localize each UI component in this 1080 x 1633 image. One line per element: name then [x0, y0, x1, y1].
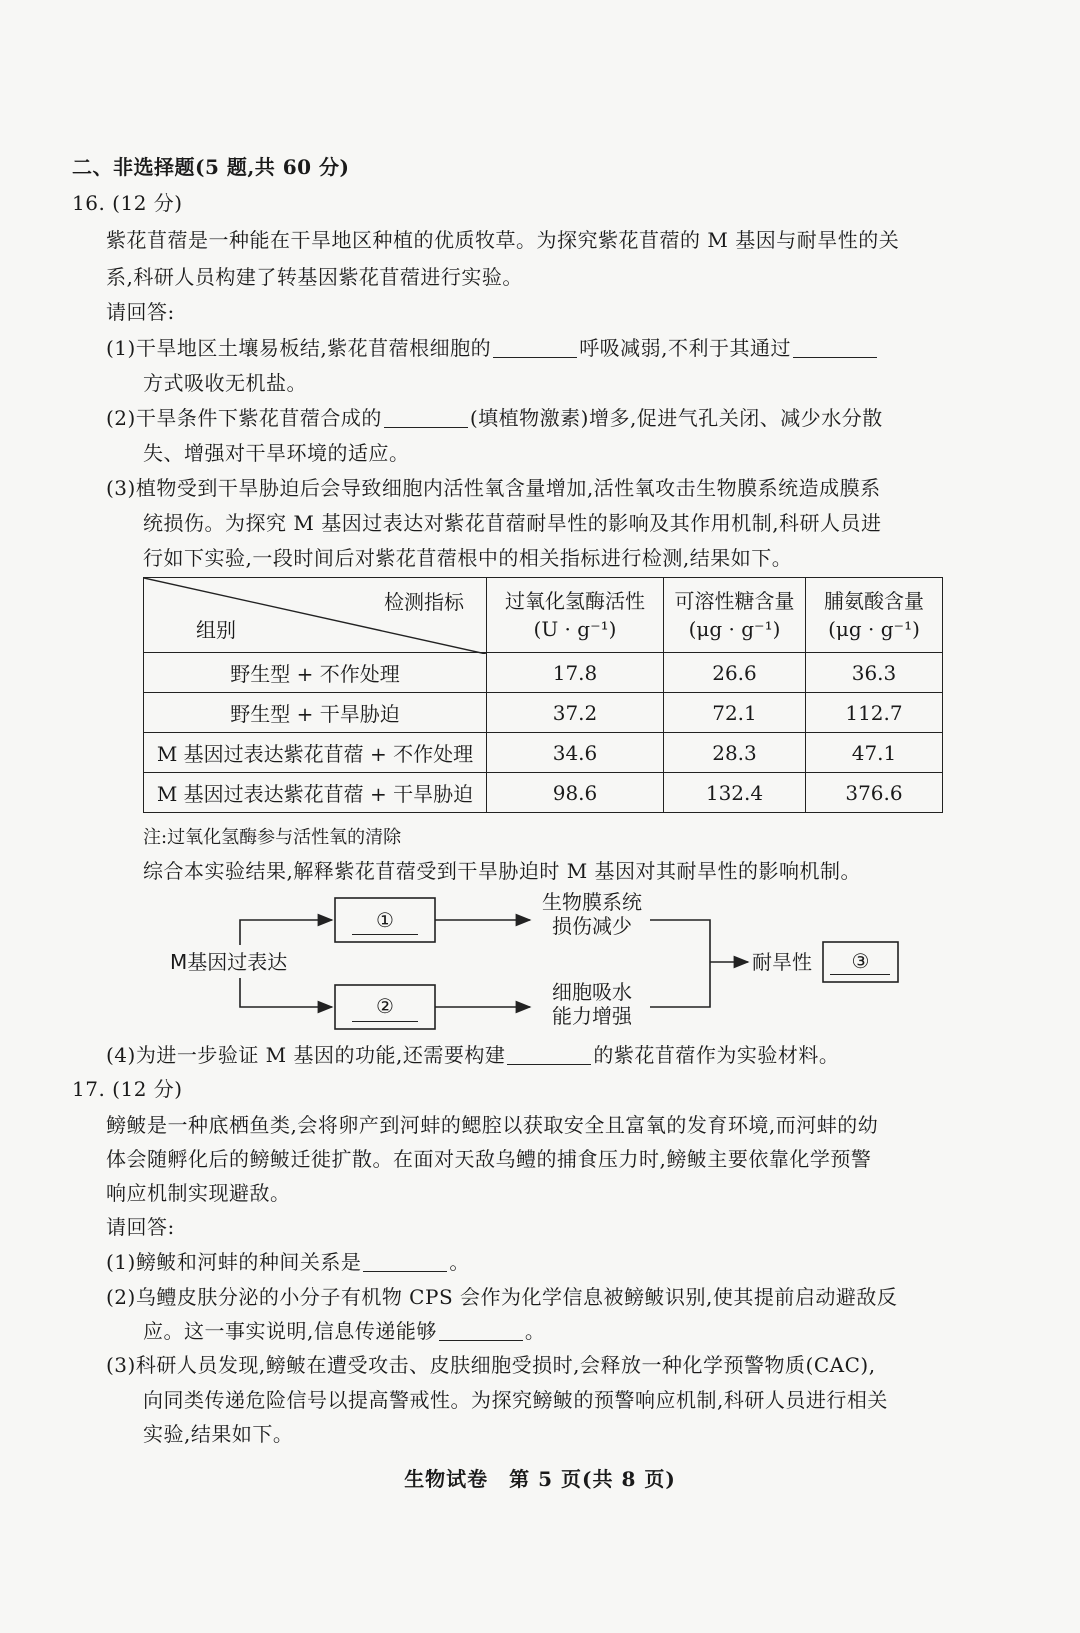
page-footer: 生物试卷 第 5 页(共 8 页) — [404, 1467, 676, 1491]
q17-part2-text-b: 。 — [524, 1319, 546, 1343]
cell-value: 17.8 — [487, 653, 664, 693]
col-soluble-sugar-name: 可溶性糖含量 — [674, 589, 795, 613]
cell-value: 36.3 — [806, 653, 943, 693]
q16-part1-text-b: 呼吸减弱,不利于其通过 — [579, 336, 792, 360]
col-proline-unit: (μg · g⁻¹) — [828, 617, 920, 641]
row-group-label: 野生型 + 干旱胁迫 — [144, 693, 487, 733]
q16-part4-text-a: (4)为进一步验证 M 基因的功能,还需要构建 — [106, 1043, 506, 1067]
table-row — [144, 773, 943, 813]
table-row — [144, 653, 943, 693]
diagonal-header-cell — [144, 578, 487, 653]
row-group-label: 野生型 + 不作处理 — [144, 653, 487, 693]
diagram-box-2-label: ② — [376, 994, 394, 1018]
q16-part2-text-c: 失、增强对干旱环境的适应。 — [143, 441, 410, 465]
diagram-result: 耐旱性 — [752, 950, 812, 974]
q17-part1 — [106, 1247, 470, 1277]
col-catalase-unit: (U · g⁻¹) — [533, 617, 617, 641]
diagram-output-2-line1: 细胞吸水 — [552, 980, 632, 1004]
diagram-blank-2[interactable] — [352, 1021, 418, 1022]
diagram-output-2-line2: 能力增强 — [552, 1004, 632, 1028]
cell-value: 112.7 — [806, 693, 943, 733]
header-indicator-label: 检测指标 — [384, 590, 464, 614]
q17-part1-text-b: 。 — [449, 1250, 470, 1274]
q17-part3-line2: 向同类传递危险信号以提高警戒性。为探究鳑鲏的预警响应机制,科研人员进行相关 — [143, 1388, 888, 1412]
q17-part3-line1: (3)科研人员发现,鳑鲏在遭受攻击、皮肤细胞受损时,会释放一种化学预警物质(CAC), — [106, 1353, 876, 1377]
answer-blank[interactable] — [507, 1042, 591, 1065]
diagram-box-3-label: ③ — [851, 949, 870, 973]
q16-part1-text-a: (1)干旱地区土壤易板结,紫花苜蓿根细胞的 — [106, 336, 492, 360]
q17-part1-text-a: (1)鳑鲏和河蚌的种间关系是 — [106, 1250, 362, 1274]
q16-part1-text-c: 方式吸收无机盐。 — [143, 371, 307, 395]
answer-blank[interactable] — [363, 1249, 447, 1272]
q16-part3-line3: 行如下实验,一段时间后对紫花苜蓿根中的相关指标进行检测,结果如下。 — [143, 546, 793, 570]
row-group-label: M 基因过表达紫花苜蓿 + 不作处理 — [144, 733, 487, 773]
answer-blank[interactable] — [384, 405, 468, 428]
table-note: 注:过氧化氢酶参与活性氧的清除 — [143, 827, 402, 848]
q16-intro-line2: 系,科研人员构建了转基因紫花苜蓿进行实验。 — [106, 265, 523, 289]
diagram-output-1-line2: 损伤减少 — [552, 914, 632, 938]
answer-blank[interactable] — [493, 335, 577, 358]
q16-part3-line1: (3)植物受到干旱胁迫后会导致细胞内活性氧含量增加,活性氧攻击生物膜系统造成膜系 — [106, 476, 881, 500]
q17-part2-line1: (2)乌鳢皮肤分泌的小分子有机物 CPS 会作为化学信息被鳑鲏识别,使其提前启动避敌反 — [106, 1285, 898, 1309]
table-row — [144, 733, 943, 773]
diagram-blank-3[interactable] — [830, 974, 890, 975]
q16-summary: 综合本实验结果,解释紫花苜蓿受到干旱胁迫时 M 基因对其耐旱性的影响机制。 — [143, 859, 862, 883]
cell-value: 376.6 — [806, 773, 943, 813]
q17-intro-line3: 响应机制实现避敌。 — [106, 1181, 291, 1205]
q16-part2-text-a: (2)干旱条件下紫花苜蓿合成的 — [106, 406, 382, 430]
cell-value: 72.1 — [664, 693, 806, 733]
cell-value: 34.6 — [487, 733, 664, 773]
q17-part3-line3: 实验,结果如下。 — [143, 1422, 294, 1446]
col-proline — [806, 578, 943, 653]
table-row — [144, 693, 943, 733]
diagram-blank-1[interactable] — [352, 934, 418, 935]
q16-intro-line1: 紫花苜蓿是一种能在干旱地区种植的优质牧草。为探究紫花苜蓿的 M 基因与耐旱性的关 — [106, 228, 900, 252]
col-catalase — [487, 578, 664, 653]
col-proline-name: 脯氨酸含量 — [824, 589, 924, 613]
q17-number: 17. (12 分) — [72, 1077, 183, 1101]
diagram-output-1-line1: 生物膜系统 — [542, 890, 642, 914]
cell-value: 26.6 — [664, 653, 806, 693]
cell-value: 28.3 — [664, 733, 806, 773]
q16-part4-text-b: 的紫花苜蓿作为实验材料。 — [593, 1043, 840, 1067]
header-group-label: 组别 — [196, 618, 236, 642]
section-heading: 二、非选择题(5 题,共 60 分) — [72, 155, 350, 179]
col-catalase-name: 过氧化氢酶活性 — [505, 589, 645, 613]
cell-value: 98.6 — [487, 773, 664, 813]
q16-part4 — [106, 1040, 839, 1070]
q16-part2-text-b: (填植物激素)增多,促进气孔关闭、减少水分散 — [469, 406, 883, 430]
q16-part3-line2: 统损伤。为探究 M 基因过表达对紫花苜蓿耐旱性的影响及其作用机制,科研人员进 — [143, 511, 882, 535]
results-table — [143, 577, 943, 813]
q17-part2-text-a: 应。这一事实说明,信息传递能够 — [143, 1319, 437, 1343]
row-group-label: M 基因过表达紫花苜蓿 + 干旱胁迫 — [144, 773, 487, 813]
q16-ask: 请回答: — [106, 300, 175, 324]
cell-value: 37.2 — [487, 693, 664, 733]
q17-intro-line1: 鳑鲏是一种底栖鱼类,会将卵产到河蚌的鳃腔以获取安全且富氧的发育环境,而河蚌的幼 — [106, 1113, 879, 1137]
diagram-output-1 — [532, 890, 652, 938]
q17-intro-line2: 体会随孵化后的鳑鲏迁徙扩散。在面对天敌乌鳢的捕食压力时,鳑鲏主要依靠化学预警 — [106, 1147, 872, 1171]
cell-value: 47.1 — [806, 733, 943, 773]
col-soluble-sugar — [664, 578, 806, 653]
q16-part1 — [106, 333, 879, 363]
q16-number: 16. (12 分) — [72, 191, 183, 215]
q17-ask: 请回答: — [106, 1215, 175, 1239]
cell-value: 132.4 — [664, 773, 806, 813]
diagram-source: M基因过表达 — [170, 950, 288, 974]
mechanism-diagram — [170, 890, 930, 1040]
answer-blank[interactable] — [439, 1318, 523, 1341]
diagram-box-1-label: ① — [376, 908, 394, 932]
col-soluble-sugar-unit: (μg · g⁻¹) — [688, 617, 781, 641]
answer-blank[interactable] — [793, 335, 877, 358]
q16-part2 — [106, 403, 883, 433]
q17-part2-line2 — [143, 1316, 545, 1346]
diagram-output-2 — [532, 980, 652, 1028]
table-header-row — [144, 578, 943, 653]
